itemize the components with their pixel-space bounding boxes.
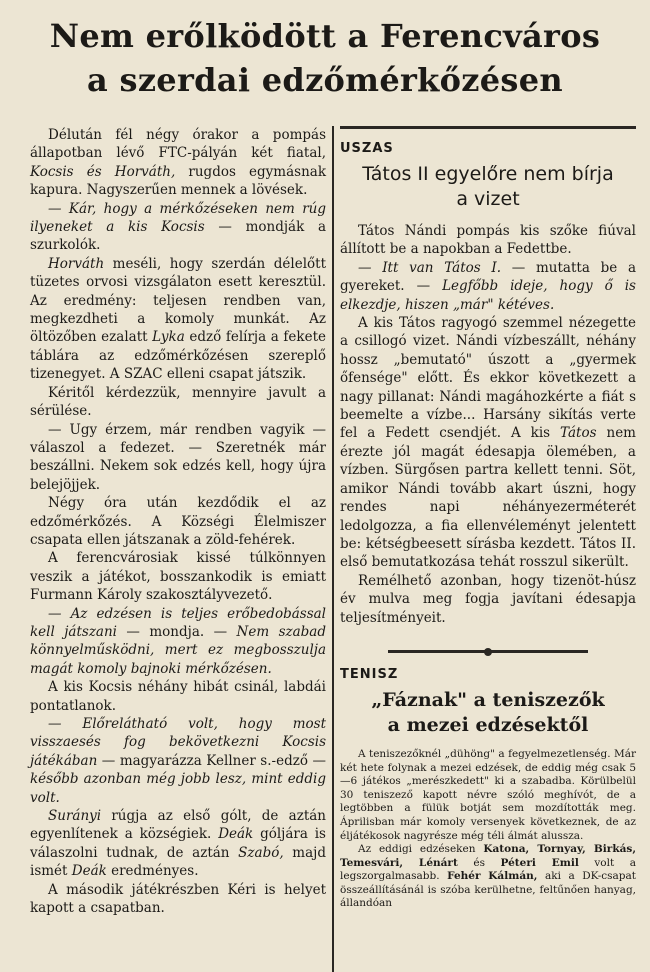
- left-article-text-run: edző felírja a fekete táblára az edzőmérkőzésen szereplő tizenegyet. A SZAC elleni csapat játszik.: [30, 329, 326, 383]
- left-article-text-run: Kocsis és Horváth,: [30, 163, 176, 180]
- tennis-article-text-run: Az eddigi edzéseken: [358, 843, 484, 856]
- tennis-article-text-run: Katona, Tornyay, Birkás, Temesvári, Lénárt: [340, 843, 636, 869]
- swimming-article-text-run: Tátos Nándi pompás kis szőke fiúval állított be a napokban a Fedettbe.: [340, 223, 636, 258]
- left-article-paragraph: [30, 494, 326, 549]
- swimming-article-paragraph: [340, 259, 636, 314]
- left-article-paragraph: [30, 807, 326, 881]
- tennis-headline-line2: a mezei edzésektől: [387, 713, 589, 736]
- left-article-text-run: Deák: [218, 826, 254, 843]
- left-article-text-run: Deák: [71, 863, 107, 880]
- left-article-text-run: góljára is válaszolni tudnak, de aztán: [30, 826, 326, 861]
- left-article-text-run: A második játékrészben Kéri is helyet kapott a csapatban.: [30, 881, 326, 917]
- tennis-article-paragraph: [340, 748, 636, 843]
- left-article-paragraph: [30, 126, 326, 200]
- left-article-paragraph: [30, 678, 326, 715]
- tennis-headline: [340, 688, 636, 738]
- left-article-text-run: Nem szabad könnyelműsködni, mert ez megbosszulja magát komoly bajnoki mérkőzésen.: [30, 623, 326, 677]
- swimming-article-text-run: A kis Tátos ragyogó szemmel nézegette a csillogó vizet. Nándi vízbeszállt, néhány hossz „bemutató" úszott a „gyermek őfensége" előtt. És ekkor következett a nagy pillanat: Nándi magáhozkérte a fiát s beemelte a vízbe... Harsány sikítás verte fel a Fedett csendjét. A kis: [340, 315, 636, 442]
- left-article-paragraph: [30, 421, 326, 495]
- left-article-text-run: Surányi: [48, 808, 102, 825]
- left-article-paragraph: [30, 549, 326, 604]
- left-article-text-run: Horváth: [48, 255, 105, 272]
- left-article-text-run: — Ugy érzem, már rendben vagyik — válaszol a fedezet. — Szeretnék már beszállni. Nekem sok edzés kell, hogy újra belejöjjek.: [30, 421, 326, 493]
- left-article-text-run: A ferencvárosiak kissé túlkönnyen veszik a játékot, bosszankodik is emiatt Furmann Károly szakosztályvezető.: [30, 550, 326, 604]
- article-separator: [388, 645, 588, 657]
- left-article-text-run: meséli, hogy szerdán délelőtt tüzetes orvosi vizsgálaton esett keresztül. Az eredmény: teljesen rendben van, megkezdheti a komoly munkát. Az öltözőben ezalatt: [30, 255, 326, 346]
- left-article: [30, 126, 326, 917]
- left-article-paragraph: [30, 384, 326, 421]
- tennis-article-paragraph: [340, 843, 636, 911]
- left-article-text-run: majd ismét: [30, 844, 326, 880]
- main-headline: [0, 14, 650, 102]
- swimming-article-text-run: nem érezte jól magát édesapja ölemében, a vízben. Sürgősen partra kellett tenni. Söt, amikor Nándi tovább akart úszni, hogy rendes napi néhányezerméterét ledolgozza, a fia ellenvéleményt jelentett be: kétségbeesett sírásba kezdett. Tátos II. első bemutatkozása tehát rosszul sikerült.: [340, 425, 636, 571]
- swimming-article-text-run: Legfőbb ideje, hogy ő is elkezdje, hiszen „már" kétéves.: [340, 278, 636, 313]
- left-article-text-run: — mondják a szurkolók.: [30, 219, 327, 254]
- left-article-paragraph: [30, 200, 326, 255]
- tennis-article-body: [340, 748, 636, 911]
- left-article-paragraph: [30, 881, 326, 918]
- left-article-text-run: Délután fél négy órakor a pompás állapotban lévő FTC-pályán két fiatal,: [30, 127, 326, 162]
- top-rule: [340, 126, 636, 129]
- tennis-article-text-run: Fehér Kálmán,: [447, 870, 538, 883]
- swimming-article-paragraph: [340, 314, 636, 572]
- left-article-text-run: — magyarázza Kellner s.-edző —: [97, 752, 326, 769]
- main-headline-line2: a szerdai edzőmérkőzésen: [87, 61, 563, 99]
- tennis-article-text-run: Péteri Emil: [500, 856, 579, 869]
- swimming-article-paragraph: [340, 572, 636, 627]
- left-article-paragraph: [30, 715, 326, 807]
- left-article-text-run: rúgja az első gólt, de aztán egyenlítenek a községiek.: [30, 808, 326, 843]
- left-article-text-run: — Az edzésen is teljes erőbedobással kell játszani: [30, 605, 326, 640]
- swimming-article-body: [340, 222, 636, 627]
- left-article-text-run: Lyka: [152, 329, 185, 346]
- left-article-body: [30, 126, 326, 917]
- swimming-article-text-run: Tátos: [560, 425, 597, 442]
- tennis-article-text-run: volt a legszorgalmasabb.: [340, 856, 636, 883]
- left-article-text-run: Négy óra után kezdődik el az edzőmérkőzés. A Községi Élelmiszer csapata ellen játszanak a zöld-fehérek.: [30, 495, 326, 548]
- tennis-article-text-run: aki a DK-csapat összeállításánál is szóba kerülhetne, feltűnően hanyag, állandóan: [340, 870, 637, 910]
- left-article-text-run: — Előrelátható volt, hogy most visszaesés fog bekövetkezni Kocsis játékában: [30, 716, 326, 769]
- left-article-text-run: rugdos egymásnak kapura. Nagyszerűen mennek a lövések.: [30, 163, 326, 199]
- left-article-text-run: Kéritől kérdezzük, mennyire javult a sérülése.: [30, 384, 326, 420]
- left-article-paragraph: [30, 255, 326, 384]
- section-label-tennis: TENISZ: [340, 666, 399, 682]
- column-divider: [332, 126, 334, 972]
- swimming-headline: [340, 162, 636, 212]
- swimming-headline-line1: Tátos II egyelőre nem bírja: [362, 163, 614, 185]
- section-label-swimming: USZAS: [340, 141, 394, 156]
- right-column: [340, 126, 636, 911]
- left-article-text-run: később azonban még jobb lesz, mint eddig volt.: [30, 771, 326, 806]
- left-article-text-run: Szabó,: [238, 844, 284, 861]
- swimming-headline-line2: a vizet: [456, 188, 520, 210]
- swimming-article-paragraph: [340, 222, 636, 259]
- swimming-article-text-run: — Itt van Tátos I.: [358, 259, 502, 276]
- left-article-text-run: A kis Kocsis néhány hibát csinál, labdái pontatlanok.: [30, 679, 326, 714]
- tennis-article-text-run: A teniszezőknél „dühöng" a fegyelmezetlenség. Már két hete folynak a mezei edzések, de eddig még csak 5—6 játékos „merészkedett" ki a szabadba. Körülbelül 30 teniszező kapott névre szóló meghívót, de a legtöbben a fülük botját sem mozdították meg. Áprilisban már komoly versenyek következnek, de az éljátékosok nagyrésze még téli álmát alussza.: [340, 747, 636, 842]
- left-article-text-run: — mondja. —: [117, 623, 237, 640]
- swimming-article-text-run: Remélhető azonban, hogy tizenöt-húsz év mulva meg fogja javítani édesapja teljesítményeit.: [340, 572, 636, 626]
- tennis-article-text-run: és: [457, 856, 501, 869]
- main-headline-line1: Nem erőlködött a Ferencváros: [49, 17, 601, 55]
- swimming-article-text-run: — mutatta be a gyereket. —: [340, 259, 637, 295]
- left-article-text-run: eredményes.: [106, 863, 199, 880]
- tennis-headline-line1: „Fáznak" a teniszezők: [371, 688, 605, 711]
- left-article-text-run: — Kár, hogy a mérkőzéseken nem rúg ilyeneket a kis Kocsis: [30, 200, 326, 236]
- left-article-paragraph: [30, 605, 326, 679]
